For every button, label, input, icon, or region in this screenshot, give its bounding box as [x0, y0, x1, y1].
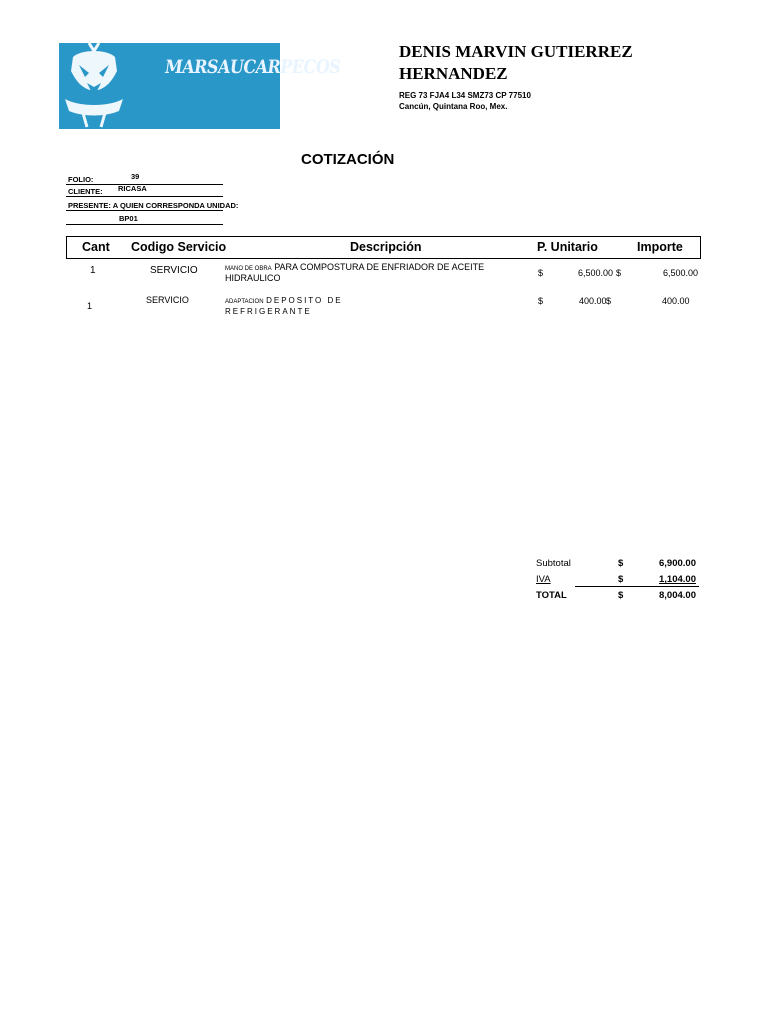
logo-text: MARSAUCARPECOS	[163, 55, 342, 78]
row-codigo: SERVICIO	[150, 265, 198, 276]
row-currency-amount: $	[606, 296, 612, 306]
row-unit-price: 6,500.00	[578, 268, 614, 278]
iva-label: IVA	[536, 574, 551, 585]
row-desc-prefix: ADAPTACION	[225, 299, 264, 305]
owner-name: DENIS MARVIN GUTIERREZ HERNANDEZ	[399, 42, 633, 83]
row-currency-unit: $	[538, 296, 544, 306]
address-line-2: Cancún, Quintana Roo, Mex.	[399, 102, 508, 111]
cliente-label: CLIENTE:	[68, 187, 103, 196]
company-logo	[59, 43, 342, 129]
row-amount: 6,500.00	[663, 268, 699, 278]
iva-value: 1,104.00	[659, 574, 696, 585]
unidad-row	[66, 213, 223, 225]
row-description	[225, 295, 343, 305]
row-desc-prefix: MANO DE OBRA	[225, 266, 272, 272]
presente-label: PRESENTE: A QUIEN CORRESPONDA UNIDAD:	[68, 201, 239, 210]
total-value: 8,004.00	[659, 590, 696, 601]
total-label: TOTAL	[536, 590, 567, 601]
header-punitario: P. Unitario	[537, 240, 598, 254]
header-codigo: Codigo Servicio	[131, 240, 227, 254]
row-description	[225, 262, 484, 272]
folio-label: FOLIO:	[68, 175, 94, 184]
totals-divider	[575, 586, 699, 587]
document-title: COTIZACIÓN	[301, 151, 395, 168]
header-cant: Cant	[82, 240, 110, 254]
address-line-1: REG 73 FJA4 L34 SMZ73 CP 77510	[399, 91, 531, 100]
row-codigo: SERVICIO	[146, 295, 189, 305]
row-desc-main: DEPOSITO DE	[266, 296, 343, 305]
header-descripcion: Descripción	[350, 240, 422, 254]
row-desc-line2: HIDRAULICO	[225, 273, 281, 283]
subtotal-label: Subtotal	[536, 558, 571, 569]
row-unit-price: 400.00	[579, 296, 607, 306]
row-cant: 1	[87, 301, 93, 311]
total-currency: $	[618, 590, 624, 601]
folio-value: 39	[131, 172, 140, 181]
header-importe: Importe	[637, 240, 683, 254]
presente-row	[66, 199, 239, 211]
row-cant: 1	[90, 265, 96, 276]
iva-currency: $	[618, 574, 624, 585]
subtotal-value: 6,900.00	[659, 558, 696, 569]
table-header	[66, 236, 701, 259]
row-desc-main: PARA COMPOSTURA DE ENFRIADOR DE ACEITE	[274, 262, 485, 272]
row-amount: 400.00	[662, 296, 690, 306]
row-currency-amount: $	[616, 268, 622, 278]
row-currency-unit: $	[538, 268, 544, 278]
cliente-row	[66, 185, 223, 197]
cliente-value: RICASA	[118, 184, 147, 193]
subtotal-currency: $	[618, 558, 624, 569]
row-desc-line2: REFRIGERANTE	[225, 307, 312, 316]
unidad-value: BP01	[119, 214, 138, 223]
